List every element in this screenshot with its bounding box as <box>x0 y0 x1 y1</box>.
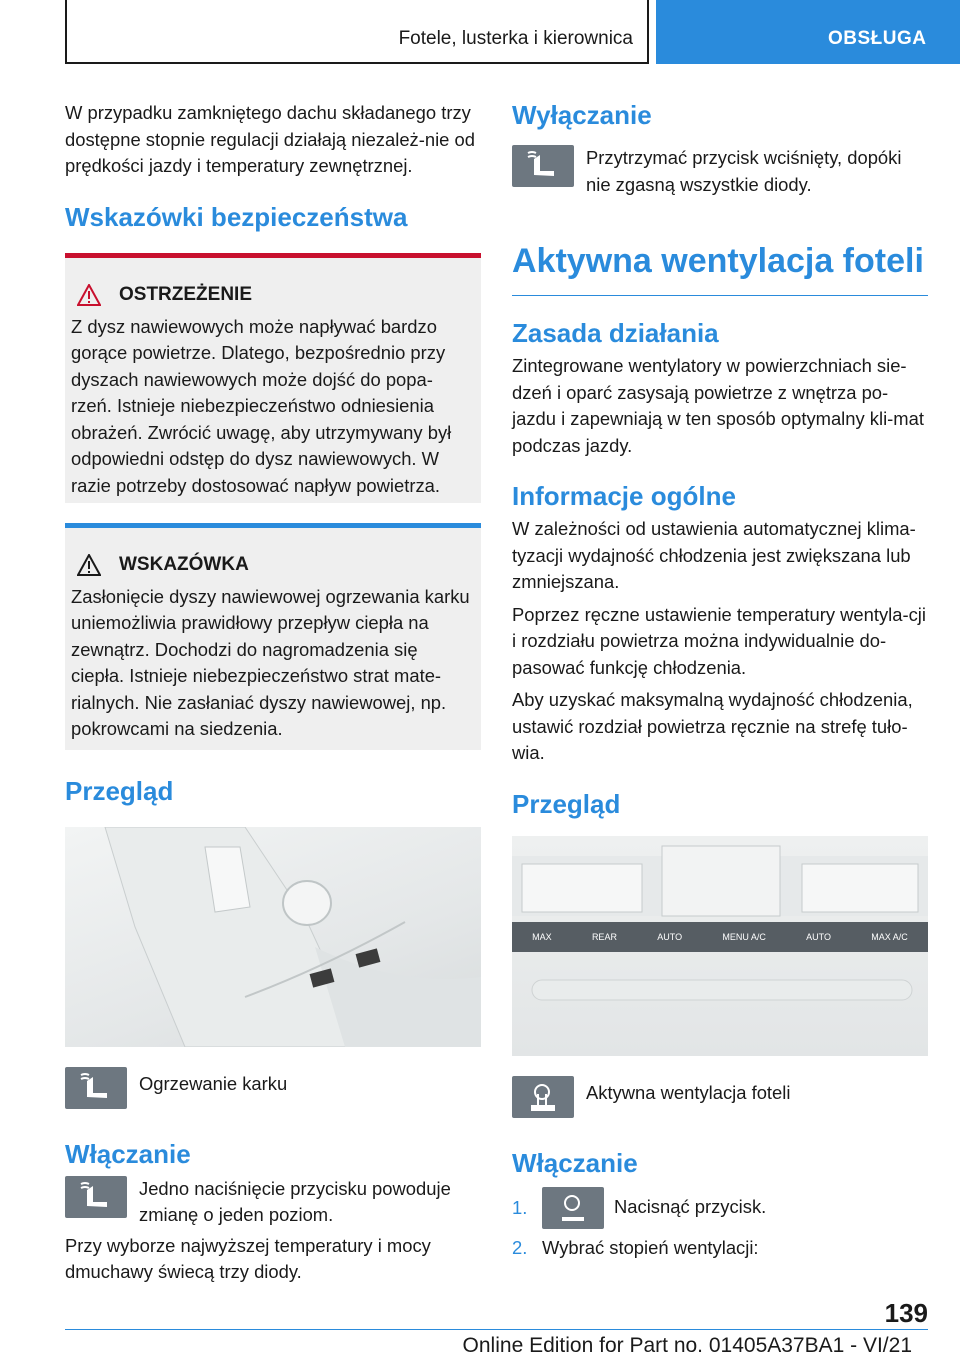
seat-ventilation-button-icon[interactable] <box>542 1187 604 1229</box>
on-icon-row-left <box>65 1176 481 1229</box>
main-heading-rule <box>512 295 928 296</box>
off-text: Przytrzymać przycisk wciśnięty, dopóki nie zgasną wszystkie diody. <box>586 147 902 195</box>
step-2-text: Wybrać stopień wentylacji: <box>542 1236 759 1258</box>
console-photo <box>65 827 481 1047</box>
climate-panel-photo <box>512 836 928 1056</box>
overview-heading-right: Przegląd <box>512 788 621 819</box>
notice-triangle-icon <box>77 554 101 576</box>
panel-button-rear[interactable]: REAR <box>591 931 617 942</box>
seat-ventilation-icon[interactable] <box>512 1076 574 1118</box>
general-paragraph-2: Poprzez ręczne ustawienie temperatury wentyla-cji i rozdziału powietrza można indywidualnie do-pasować funkcję chłodzenia. <box>512 603 926 678</box>
page-number: 139 <box>884 1298 928 1328</box>
climate-panel-buttons <box>512 922 928 952</box>
neck-heating-off-icon[interactable] <box>512 145 574 187</box>
main-heading: Aktywna wentylacja foteli <box>512 242 924 280</box>
neck-heating-icon-row <box>65 1067 481 1109</box>
step-1 <box>512 1187 928 1229</box>
general-paragraph-3: Aby uzyskać maksymalną wydajność chłodzenia, ustawić rozdział powietrza ręcznie na strefę tuło-wia. <box>512 689 913 763</box>
off-icon-row <box>512 145 928 198</box>
panel-button-auto-right[interactable]: AUTO <box>806 931 831 942</box>
header-chapter-title: OBSŁUGA <box>828 28 927 49</box>
principle-text: Zintegrowane wentylatory w powierzchniach sie-dzeń i oparć zasysają powietrze z wnętrza po-jazdu i zapewniają w ten sposób optymalny kli-mat podczas jazdy. <box>512 355 924 456</box>
header-section-title: Fotele, lusterka i kierownica <box>398 28 633 49</box>
left-column <box>65 100 481 1286</box>
safety-heading: Wskazówki bezpieczeństwa <box>65 201 408 232</box>
warning-box <box>65 258 481 503</box>
warning-text: Z dysz nawiewowych może napływać bardzo gorące powietrze. Dlatego, bezpośrednio przy dyszach nawiewowych może dojść do popa-rzeń. Istnieje niebezpieczeństwo odniesienia obrażeń. Zwrócić uwagę, aby utrzymywany był odpowiedni odstęp do dysz nawiewowych. W razie potrzeby dostosować napływ powietrza. <box>71 315 452 496</box>
notice-title: WSKAZÓWKA <box>119 553 249 575</box>
warning-triangle-icon <box>77 284 101 306</box>
step-2-number: 2. <box>512 1236 528 1258</box>
off-heading: Wyłączanie <box>512 100 652 130</box>
header-section-box <box>65 0 649 64</box>
warning-title: OSTRZEŻENIE <box>119 283 253 305</box>
footer-rule <box>65 1329 928 1330</box>
header-chapter-tab[interactable] <box>656 0 960 64</box>
step-1-text: Nacisnąć przycisk. <box>614 1196 767 1218</box>
principle-heading: Zasada działania <box>512 318 719 348</box>
ventilation-caption: Aktywna wentylacja foteli <box>586 1081 791 1103</box>
general-paragraph-1: W zależności od ustawienia automatycznej klima-tyzacji wydajność chłodzenia jest zwiększana lub zmniejszana. <box>512 518 916 592</box>
footer-edition: Online Edition for Part no. 01405A37BA1 - VI/21 <box>462 1334 912 1357</box>
on-text-left-2: Przy wyborze najwyższej temperatury i mocy dmuchawy świecą trzy diody. <box>65 1234 431 1282</box>
step-2 <box>512 1235 928 1262</box>
intro-paragraph: W przypadku zamkniętego dachu składanego trzy dostępne stopnie regulacji działają niezależ-nie od prędkości jazdy i temperatury zewnętrznej. <box>65 102 475 176</box>
ventilation-icon-row <box>512 1076 928 1118</box>
panel-button-max-ac[interactable]: MAX A/C <box>871 931 908 942</box>
general-heading: Informacje ogólne <box>512 481 736 511</box>
on-heading-left: Włączanie <box>65 1138 191 1169</box>
neck-heating-icon[interactable] <box>65 1067 127 1109</box>
panel-button-menu-ac[interactable]: MENU A/C <box>722 931 766 942</box>
on-heading-right: Włączanie <box>512 1147 638 1178</box>
right-column <box>512 100 928 1261</box>
notice-text: Zasłonięcie dyszy nawiewowej ogrzewania karku uniemożliwia prawidłowy przepływ ciepła na zewnątrz. Dochodzi do nagromadzenia się ciepła. Istnieje niebezpieczeństwo strat mate-rialnych. Nie zasłaniać dyszy nawiewowej, np. pokrowcami na siedzenia. <box>71 585 470 739</box>
notice-box <box>65 528 481 750</box>
overview-heading-left: Przegląd <box>65 775 174 806</box>
neck-heating-caption: Ogrzewanie karku <box>139 1072 288 1094</box>
panel-button-auto-left[interactable]: AUTO <box>657 931 683 942</box>
neck-heating-button-icon[interactable] <box>65 1176 127 1218</box>
on-text-left: Jedno naciśnięcie przycisku powoduje zmianę o jeden poziom. <box>139 1177 451 1225</box>
step-1-number: 1. <box>512 1196 528 1218</box>
panel-button-max[interactable]: MAX <box>532 931 552 942</box>
center-console-illustration <box>65 827 481 1047</box>
